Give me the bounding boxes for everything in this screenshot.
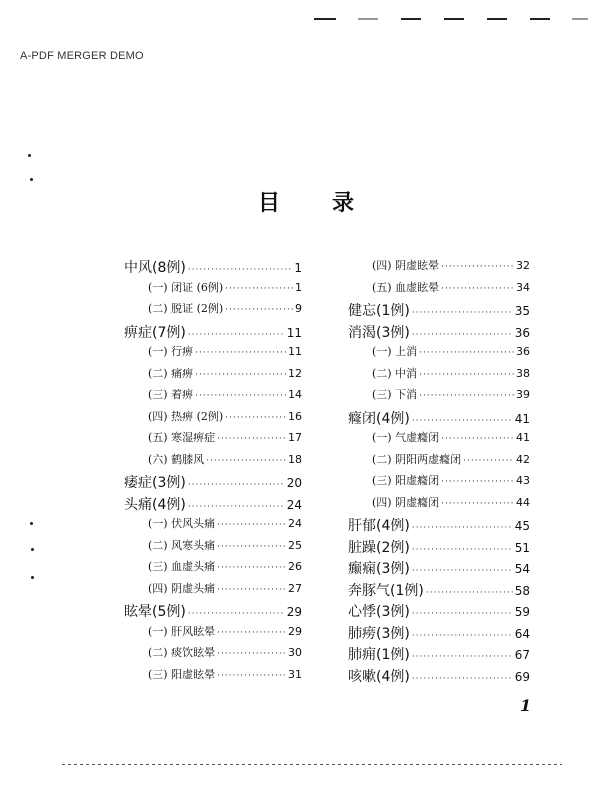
toc-entry-page: 39	[516, 388, 530, 401]
dot-leader	[412, 331, 513, 340]
toc-entry-page: 32	[516, 259, 530, 272]
toc-entry-page: 69	[514, 669, 530, 684]
dot-leader	[463, 457, 514, 466]
toc-entry-page: 29	[286, 605, 302, 619]
dot-leader	[206, 457, 286, 466]
toc-entry-label: (二) 中消	[372, 366, 418, 380]
toc-entry-label: (二) 痛痹	[148, 366, 194, 380]
toc-entry-page: 41	[514, 411, 530, 426]
toc-entry-page: 45	[514, 519, 530, 533]
toc-entry	[148, 515, 302, 531]
dot-leader	[419, 371, 514, 380]
toc-entry-page: 29	[288, 624, 302, 638]
toc-entry-label: 癫痫(3例)	[348, 561, 410, 577]
toc-entry-page: 64	[514, 626, 530, 641]
dot-leader	[188, 266, 293, 275]
toc-entry-page: 43	[516, 474, 530, 487]
toc-entry-page: 26	[288, 560, 302, 573]
scan-speck	[30, 522, 33, 525]
dot-leader	[441, 478, 514, 487]
dot-leader	[441, 285, 514, 294]
dot-leader	[441, 500, 514, 509]
toc-entry-label: 眩晕(5例)	[124, 604, 186, 620]
top-dash	[358, 18, 378, 20]
dot-leader	[195, 349, 286, 358]
toc-entry-page: 36	[514, 325, 530, 340]
toc-entry-page: 38	[516, 366, 530, 380]
toc-entry-page: 20	[286, 476, 302, 490]
toc-entry-label: (五) 寒湿痹症	[148, 431, 216, 444]
toc-entry-label: 奔豚气(1例)	[348, 582, 424, 599]
toc-entry-page: 14	[288, 388, 302, 401]
toc-entry	[348, 644, 530, 664]
dot-leader	[195, 392, 286, 401]
toc-entry	[148, 666, 302, 682]
toc-entry	[372, 386, 530, 402]
toc-entry-page: 24	[286, 497, 302, 512]
toc-entry	[348, 666, 530, 686]
toc-entry-label: (二) 风寒头痛	[148, 538, 216, 552]
toc-entry-label: (四) 阴虚头痛	[148, 581, 216, 595]
top-dash	[401, 18, 421, 20]
toc-entry	[148, 644, 302, 660]
toc-entry-label: (四) 热痹 (2例)	[148, 409, 224, 423]
dot-leader	[412, 610, 513, 619]
toc-entry	[372, 257, 530, 273]
toc-entry-page: 25	[288, 538, 302, 552]
toc-entry-label: (六) 鹤膝风	[148, 452, 205, 466]
toc-entry-label: 健忘(1例)	[348, 303, 410, 319]
toc-entry-page: 41	[516, 431, 530, 444]
toc-entry	[148, 343, 302, 359]
dot-leader	[412, 567, 513, 576]
toc-entry	[348, 515, 530, 535]
toc-entry-label: 肺痨(3例)	[348, 625, 410, 642]
toc-entry-label: (三) 下消	[372, 388, 418, 401]
top-dash	[572, 18, 588, 20]
dot-leader	[441, 435, 514, 444]
toc-entry	[148, 558, 302, 574]
toc-entry-page: 42	[516, 452, 530, 466]
toc-entry-label: (一) 行痹	[148, 345, 194, 358]
dot-leader	[412, 309, 513, 318]
toc-entry-label: (三) 着痹	[148, 388, 194, 401]
dot-leader	[412, 653, 513, 662]
toc-entry-label: 中风(8例)	[124, 260, 186, 276]
dot-leader	[188, 610, 285, 619]
toc-entry-label: 头痛(4例)	[124, 496, 186, 513]
top-dash	[444, 18, 464, 20]
dot-leader	[188, 503, 285, 512]
toc-entry	[148, 623, 302, 639]
toc-entry-page: 54	[514, 562, 530, 576]
toc-entry	[148, 429, 302, 445]
toc-entry-label: (三) 血虚头痛	[148, 560, 216, 573]
toc-entry-page: 9	[295, 302, 302, 315]
dot-leader	[217, 564, 286, 573]
toc-entry-page: 12	[288, 366, 302, 380]
top-dash	[530, 18, 550, 20]
toc-entry-label: (一) 伏风头痛	[148, 517, 216, 530]
toc-entry-label: 痿症(3例)	[124, 475, 186, 491]
toc-entry	[148, 386, 302, 402]
toc-entry-label: 心悸(3例)	[348, 604, 410, 620]
toc-entry-label: (一) 气虚癃闭	[372, 431, 440, 444]
dot-leader	[412, 417, 513, 426]
dot-leader	[225, 414, 286, 423]
toc-entry-page: 27	[288, 581, 302, 595]
toc-entry	[372, 279, 530, 295]
toc-entry	[372, 429, 530, 445]
watermark: A-PDF MERGER DEMO	[20, 50, 144, 62]
toc-entry-page: 35	[514, 304, 530, 318]
toc-entry	[124, 257, 302, 277]
dot-leader	[412, 632, 513, 641]
toc-entry-page: 36	[516, 345, 530, 358]
toc-entry-page: 16	[288, 409, 302, 423]
toc-entry	[348, 408, 530, 428]
toc-entry-label: 痹症(7例)	[124, 324, 186, 341]
toc-entry-label: 咳嗽(4例)	[348, 668, 410, 685]
toc-entry	[348, 558, 530, 578]
toc-entry	[124, 472, 302, 492]
page-number: 1	[520, 696, 532, 715]
toc-entry-page: 17	[288, 431, 302, 444]
toc-entry	[372, 365, 530, 381]
toc-entry-page: 18	[288, 452, 302, 466]
toc-entry	[348, 322, 530, 342]
toc-entry-page: 31	[288, 667, 302, 681]
toc-entry	[148, 451, 302, 467]
dot-leader	[195, 371, 286, 380]
toc-entry-label: 消渴(3例)	[348, 324, 410, 341]
scan-speck	[31, 576, 34, 579]
dot-leader	[419, 392, 514, 401]
dot-leader	[225, 285, 293, 294]
toc-entry-page: 59	[514, 605, 530, 619]
toc-entry-label: (五) 血虚眩晕	[372, 280, 440, 294]
toc-entry-page: 1	[294, 261, 302, 275]
toc-entry-page: 51	[514, 540, 530, 555]
dot-leader	[412, 675, 513, 684]
toc-entry-label: (二) 阴阳两虚癃闭	[372, 452, 462, 466]
toc-entry-label: (三) 阳虚癃闭	[372, 474, 440, 487]
dot-leader	[419, 349, 514, 358]
dot-leader	[217, 672, 286, 681]
top-dash	[487, 18, 507, 20]
top-dash	[314, 18, 336, 20]
dot-leader	[188, 331, 285, 340]
toc-entry	[372, 451, 530, 467]
toc-entry-label: 肝郁(4例)	[348, 518, 410, 534]
bottom-rule	[62, 764, 562, 765]
toc-entry-label: 脏躁(2例)	[348, 539, 410, 556]
toc-entry	[148, 279, 302, 295]
toc-entry	[348, 300, 530, 320]
toc-entry	[148, 300, 302, 316]
scan-speck	[31, 548, 34, 551]
page-title: 目录	[257, 191, 406, 216]
toc-entry-page: 11	[288, 345, 302, 358]
toc-entry-label: (四) 阴虚癃闭	[372, 495, 440, 509]
toc-entry	[348, 580, 530, 600]
toc-entry-label: (二) 脱证 (2例)	[148, 302, 224, 315]
dot-leader	[412, 546, 513, 555]
toc-entry-page: 1	[295, 280, 302, 294]
toc-entry	[348, 623, 530, 643]
dot-leader	[426, 589, 513, 598]
toc-entry-page: 11	[286, 325, 302, 340]
dot-leader	[217, 650, 286, 659]
scan-speck	[28, 154, 31, 157]
toc-entry	[348, 537, 530, 557]
toc-entry-page: 34	[516, 280, 530, 294]
dot-leader	[217, 543, 286, 552]
toc-entry-label: (二) 痰饮眩晕	[148, 646, 216, 659]
dot-leader	[188, 481, 285, 490]
toc-entry	[148, 365, 302, 381]
toc-entry-page: 30	[288, 646, 302, 659]
toc-entry-label: (一) 闭证 (6例)	[148, 280, 224, 294]
toc-entry-label: (三) 阳虚眩晕	[148, 667, 216, 681]
toc-entry-label: (一) 上消	[372, 345, 418, 358]
dot-leader	[441, 263, 514, 272]
toc-entry-label: 肺痈(1例)	[348, 647, 410, 663]
toc-entry	[148, 408, 302, 424]
toc-entry-page: 67	[514, 648, 530, 662]
toc-entry	[124, 601, 302, 621]
toc-entry	[372, 343, 530, 359]
dot-leader	[225, 306, 293, 315]
toc-entry	[348, 601, 530, 621]
toc-entry	[124, 322, 302, 342]
dot-leader	[217, 629, 286, 638]
toc-entry-page: 58	[514, 583, 530, 598]
toc-entry-label: 癃闭(4例)	[348, 410, 410, 427]
dot-leader	[217, 521, 286, 530]
toc-entry	[148, 537, 302, 553]
scan-speck	[30, 178, 33, 181]
dot-leader	[217, 586, 286, 595]
toc-entry	[124, 494, 302, 514]
dot-leader	[412, 524, 513, 533]
toc-entry-label: (四) 阴虚眩晕	[372, 259, 440, 272]
dot-leader	[217, 435, 286, 444]
toc-entry-label: (一) 肝风眩晕	[148, 624, 216, 638]
toc-entry	[372, 494, 530, 510]
toc-entry-page: 24	[288, 517, 302, 530]
toc-entry	[148, 580, 302, 596]
toc-entry	[372, 472, 530, 488]
toc-entry-page: 44	[516, 495, 530, 509]
